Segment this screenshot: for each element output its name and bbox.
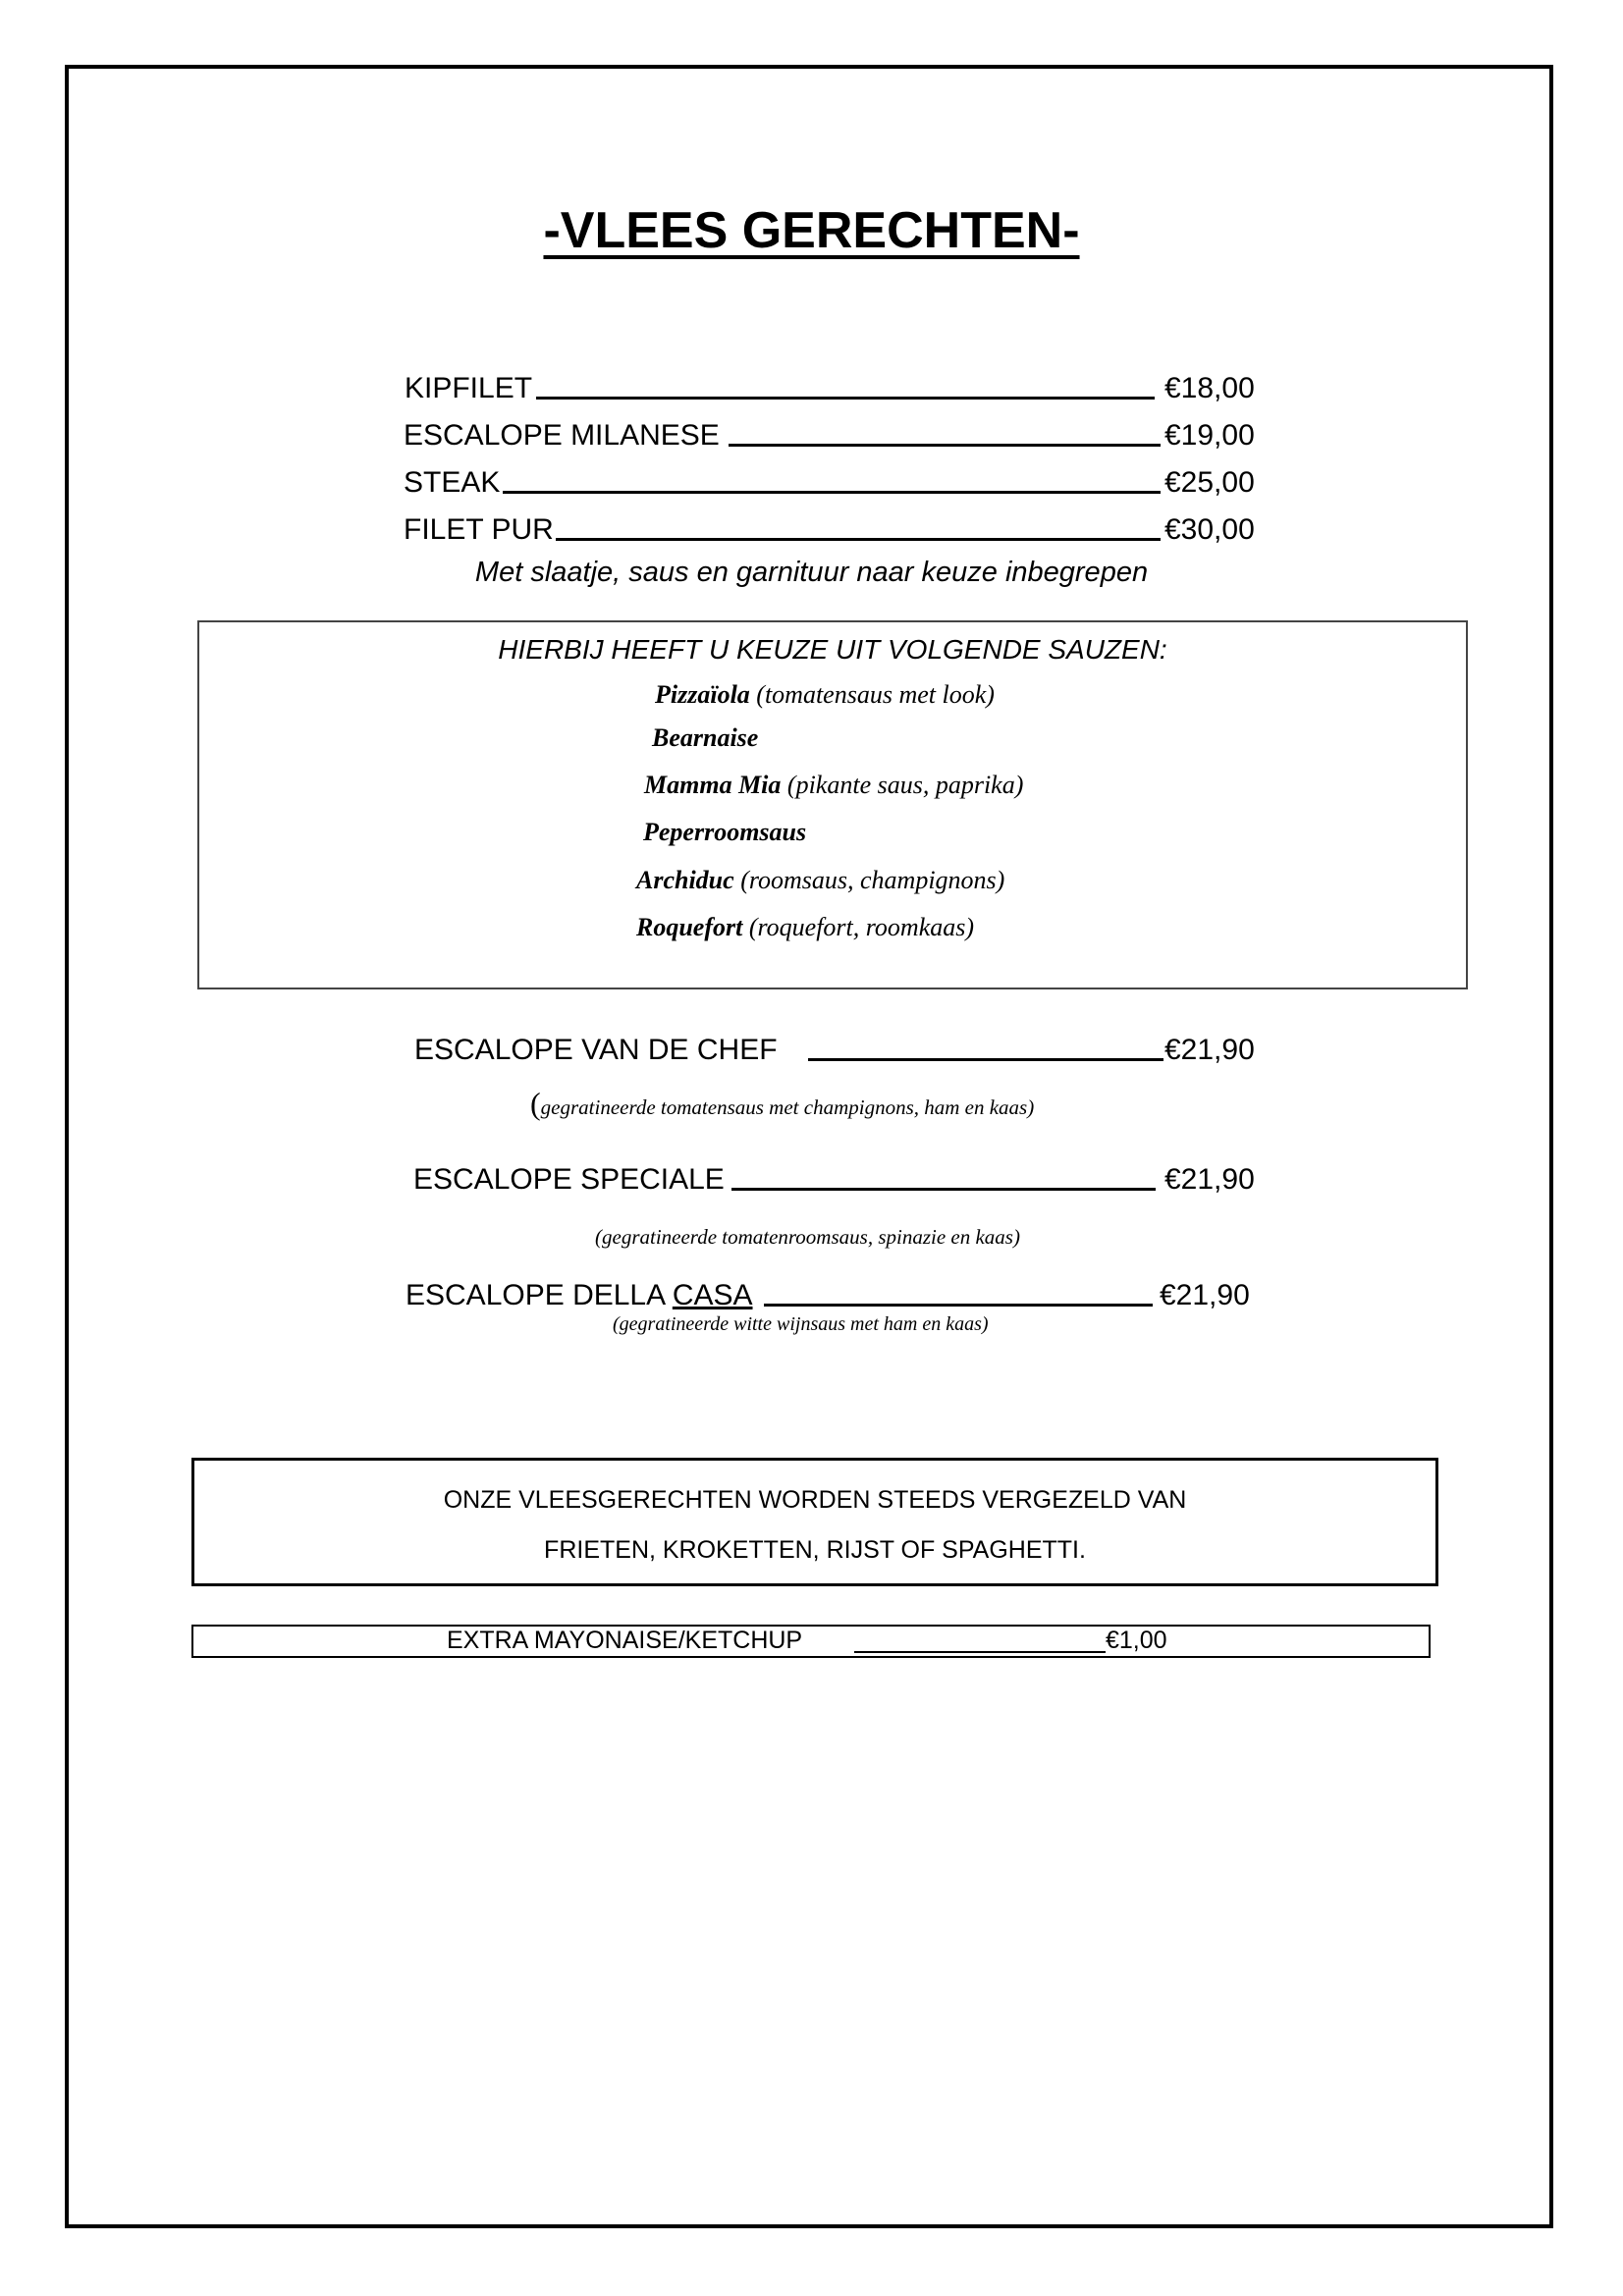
leader-line [854, 1651, 1106, 1653]
sauce-desc: (roomsaus, champignons) [740, 866, 1005, 894]
extra-box [191, 1625, 1431, 1658]
extra-item-name: EXTRA MAYONAISE/KETCHUP [447, 1627, 803, 1654]
special-item-name: ESCALOPE VAN DE CHEF [414, 1034, 778, 1066]
sauce-name: Roquefort [636, 913, 743, 941]
sauce-item [636, 913, 974, 942]
page-title: -VLEES GERECHTEN- [543, 202, 1080, 259]
sauce-item [655, 680, 995, 710]
menu-item-name: KIPFILET [405, 372, 533, 404]
menu-item-price: €30,00 [1164, 513, 1255, 546]
menu-item-price: €19,00 [1164, 419, 1255, 452]
sauce-name: Archiduc [636, 866, 734, 894]
leader-line [764, 1304, 1153, 1307]
sauce-name: Peperroomsaus [643, 818, 807, 846]
sauce-name: Bearnaise [652, 723, 759, 752]
sauce-desc: (pikante saus, paprika) [786, 771, 1024, 799]
leader-line [503, 491, 1161, 494]
sauce-item [643, 818, 806, 847]
name-prefix: ESCALOPE DELLA [406, 1279, 673, 1311]
special-item-name [406, 1278, 753, 1313]
leader-line [536, 397, 1155, 400]
sauce-desc: (roquefort, roomkaas) [748, 913, 975, 941]
sauce-name: Mamma Mia [644, 771, 782, 799]
leader-line [556, 538, 1161, 541]
special-item-desc: (gegratineerde tomatenroomsaus, spinazie en kaas) [595, 1225, 1020, 1249]
page-border [65, 65, 1553, 2228]
leader-line [729, 444, 1161, 447]
sauce-item [644, 771, 1023, 800]
extra-item-price: €1,00 [1106, 1627, 1167, 1654]
menu-item-name: ESCALOPE MILANESE [404, 419, 720, 452]
sauce-name: Pizzaïola [655, 680, 750, 709]
special-item-name: ESCALOPE SPECIALE [413, 1163, 725, 1196]
sauce-item [636, 866, 1004, 895]
menu-item-price: €18,00 [1164, 372, 1255, 404]
special-item-price: €21,90 [1164, 1163, 1255, 1196]
special-item-price: €21,90 [1164, 1034, 1255, 1066]
leader-line [731, 1188, 1156, 1191]
sauce-desc: (tomatensaus met look) [756, 680, 995, 709]
menu-item-name: FILET PUR [404, 513, 554, 546]
sauce-item [652, 723, 758, 753]
special-item-price: €21,90 [1160, 1279, 1250, 1311]
leader-line [808, 1058, 1163, 1061]
sauces-heading: HIERBIJ HEEFT U KEUZE UIT VOLGENDE SAUZEN: [498, 634, 1167, 665]
name-underlined: CASA [672, 1279, 753, 1311]
sides-line-2: FRIETEN, KROKETTEN, RIJST OF SPAGHETTI. [544, 1536, 1086, 1564]
included-note: Met slaatje, saus en garnituur naar keuze inbegrepen [474, 557, 1149, 588]
special-item-desc [530, 1086, 1034, 1122]
sides-box [191, 1458, 1438, 1586]
menu-item-name: STEAK [404, 466, 501, 499]
menu-item-price: €25,00 [1164, 466, 1255, 499]
special-item-desc: (gegratineerde witte wijnsaus met ham en kaas) [613, 1313, 989, 1335]
open-paren: ( [530, 1086, 541, 1121]
sides-line-1: ONZE VLEESGERECHTEN WORDEN STEEDS VERGEZELD VAN [443, 1486, 1187, 1514]
desc-text: gegratineerde tomatensaus met champignons, ham en kaas) [540, 1095, 1035, 1119]
